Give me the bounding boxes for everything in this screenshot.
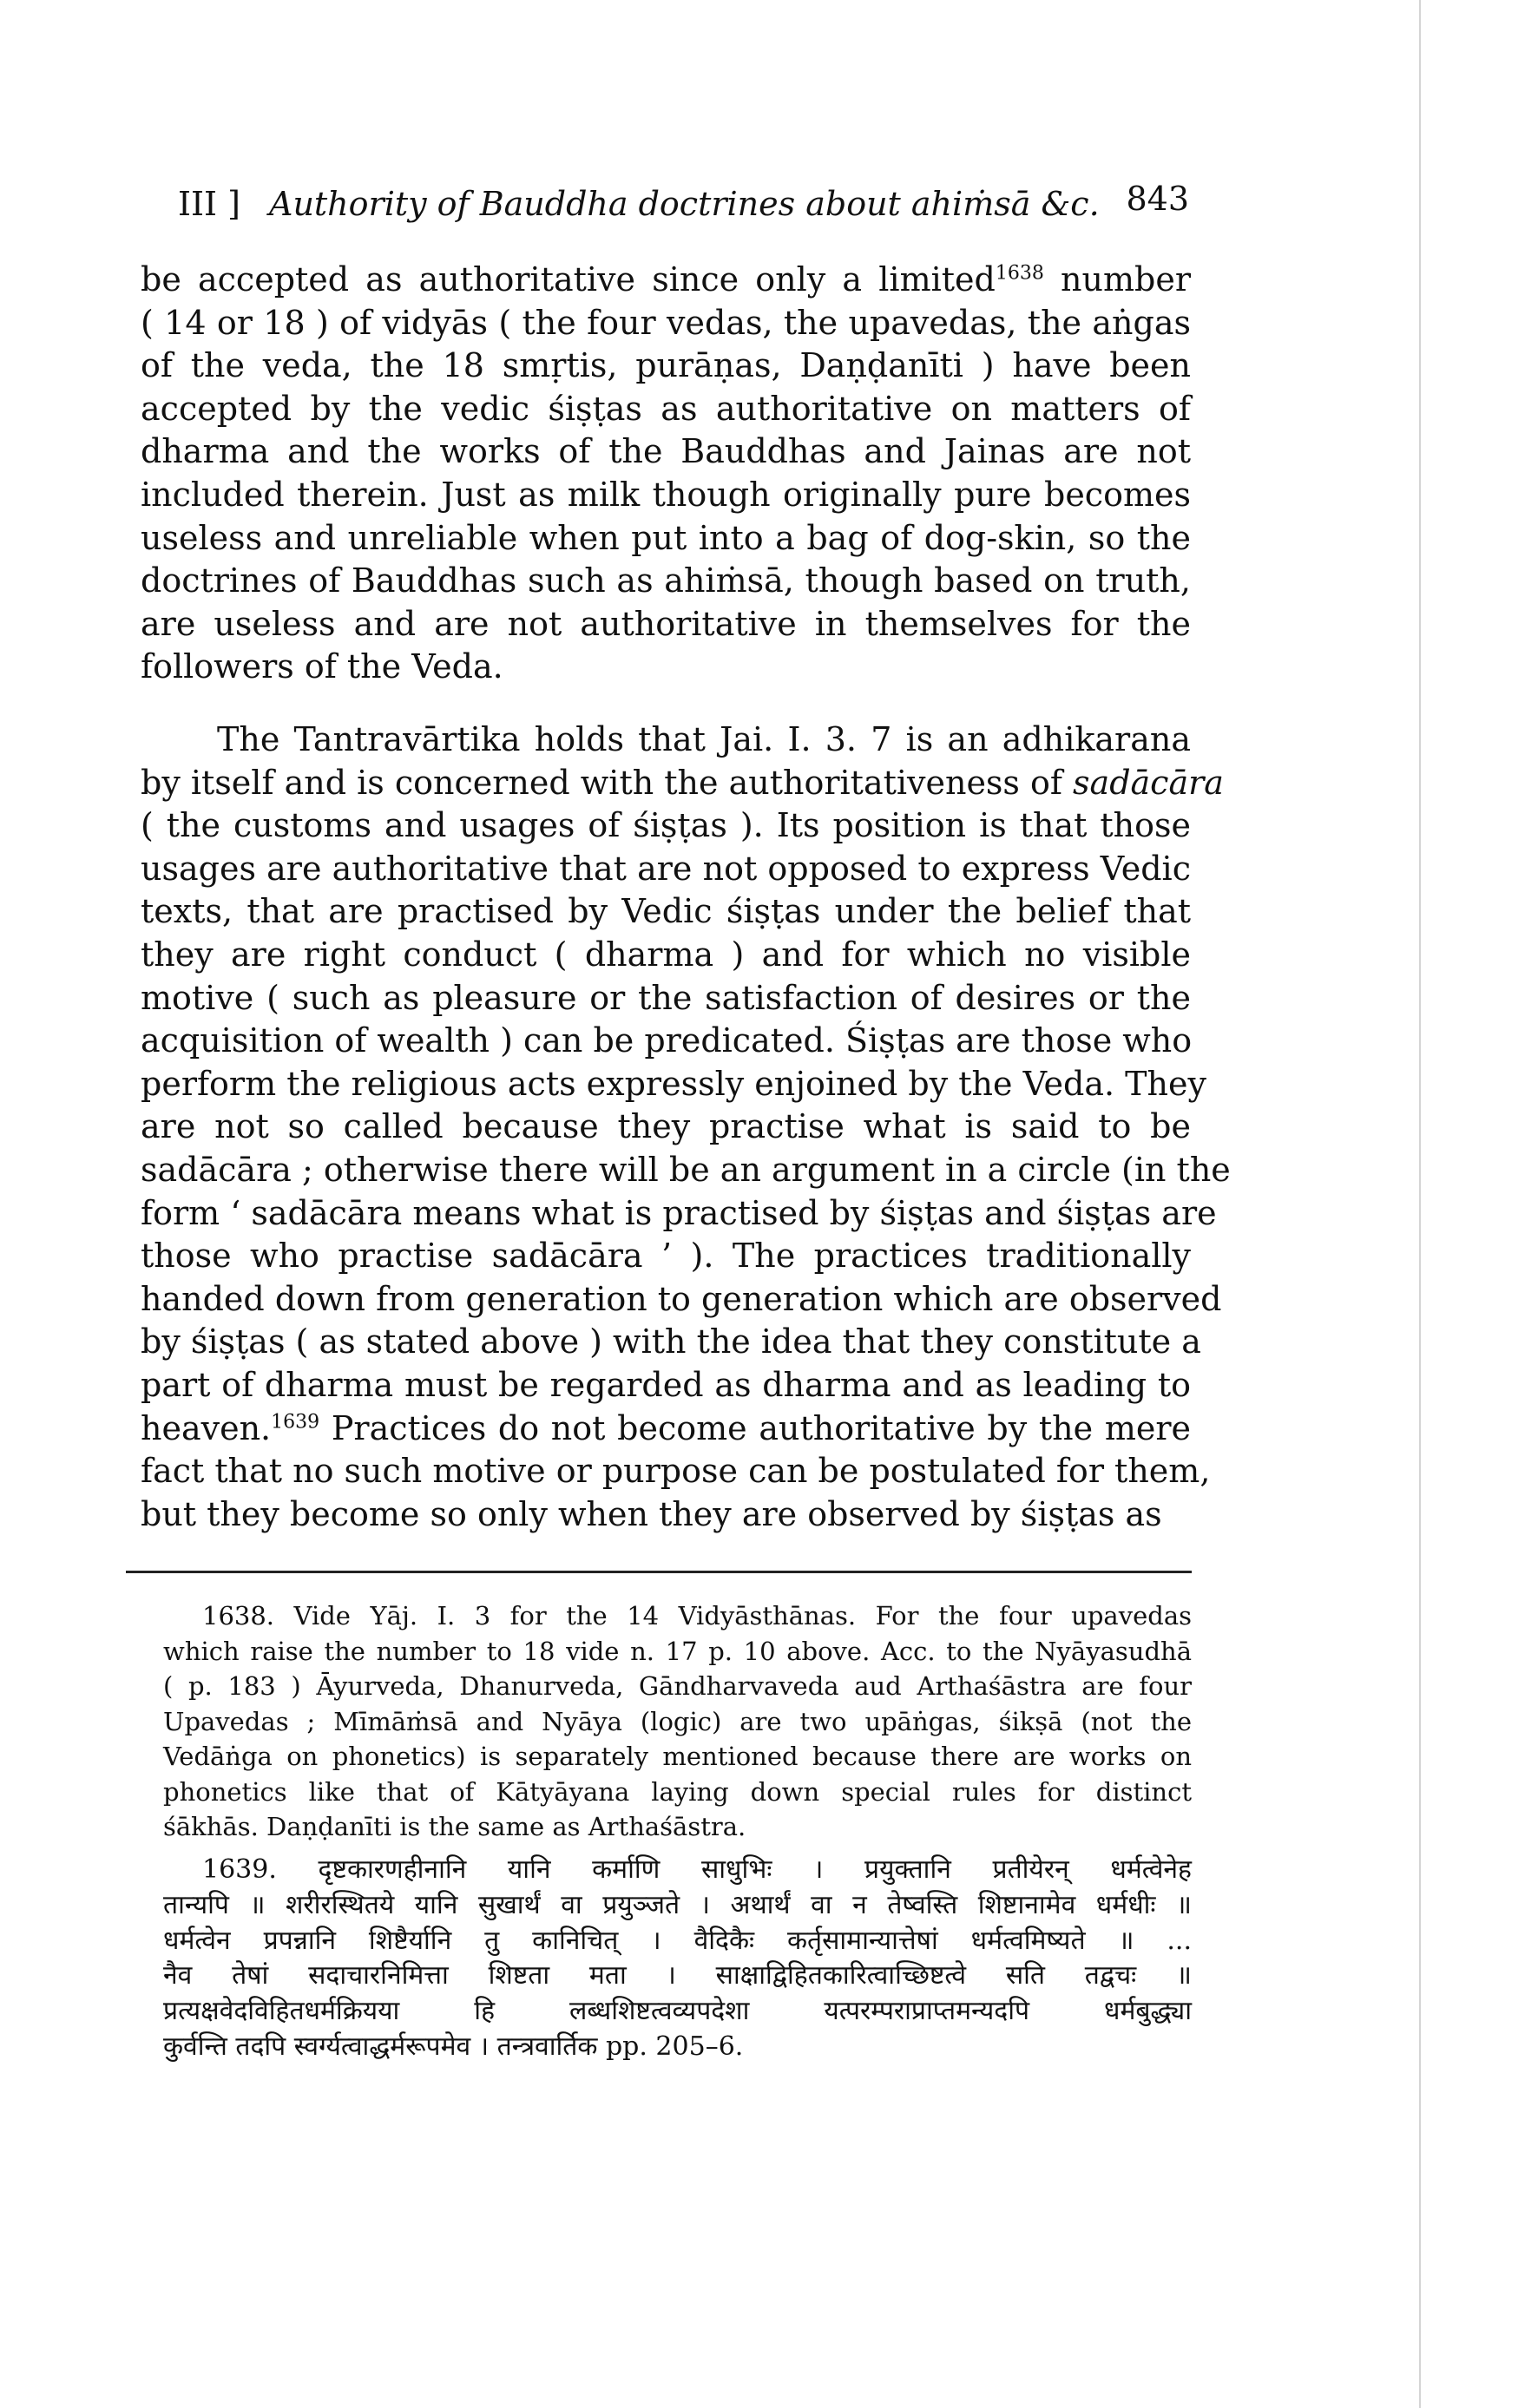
line-text: texts, that are practised by Vedic śiṣṭas under the belief that [141, 892, 1191, 931]
line-text: included therein. Just as milk though originally pure becomes [141, 475, 1191, 514]
line-text: motive ( such as pleasure or the satisfaction of desires or the [141, 978, 1191, 1017]
footnote-line: तान्यपि ॥ शरीरस्थितये यानि सुखार्थं वा प्रयुञ्जते । अथार्थं वा न तेष्वस्ति शिष्टानामेव धर्मधीः ॥ [163, 1889, 1192, 1920]
text-line [141, 1149, 1231, 1192]
text-line [141, 1192, 1217, 1236]
text-line [141, 718, 1191, 762]
line-text: dharma and the works of the Bauddhas and Jainas are not [141, 432, 1191, 471]
line-text: The Tantravārtika holds that Jai. I. 3. 7 is an adhikarana [217, 720, 1191, 758]
text-line [141, 1106, 1191, 1149]
line-text: number [1043, 260, 1191, 299]
text-line [141, 1493, 1191, 1537]
footnote-line: धर्मत्वेन प्रपन्नानि शिष्टैर्यानि तु कानिचित् । वैदिकैः कर्तृसामान्यात्तेषां धर्मत्वमिष्यते ॥ ... [163, 1925, 1192, 1956]
footnote-line: Vedāṅga on phonetics) is separately mentioned because there are works on [163, 1742, 1192, 1771]
line-text: usages are authoritative that are not opposed to express Vedic [141, 849, 1191, 888]
footnote-rule [126, 1571, 1192, 1573]
footnote-line: which raise the number to 18 vide n. 17 p. 10 above. Acc. to the Nyāyasudhā [163, 1636, 1192, 1666]
text-line [141, 388, 1191, 431]
text-line [141, 603, 1191, 646]
page-number: 843 [1126, 180, 1189, 218]
text-line [141, 804, 1191, 848]
text-line [141, 430, 1191, 474]
text-line [141, 934, 1191, 977]
italic-term: sadācāra [1073, 763, 1224, 802]
line-text: accepted by the vedic śiṣṭas as authoritative on matters of [141, 389, 1191, 428]
text-line [141, 1278, 1222, 1322]
footnote-1639 [163, 1853, 1192, 2065]
text-line [141, 1020, 1191, 1063]
page-edge-line [1419, 0, 1421, 2408]
footnote-line: Upavedas ; Mīmāṁsā and Nyāya (logic) are two upāṅgas, śikṣā (not the [163, 1706, 1192, 1736]
text-line [141, 1321, 1201, 1364]
footnote-line: śākhās. Daṇḍanīti is the same as Arthaśāstra. [163, 1812, 746, 1841]
body-paragraph-1 [141, 259, 1191, 689]
text-line [141, 517, 1191, 561]
line-text: handed down from generation to generation which are observed [141, 1279, 1222, 1318]
text-line [141, 1450, 1211, 1493]
footnote-ref: 1639 [271, 1410, 320, 1433]
text-line [141, 890, 1191, 934]
running-header [178, 178, 1189, 239]
footnote-line: कुर्वन्ति तदपि स्वर्ग्यत्वाद्धर्मरूपमेव । तन्त्रवार्तिक pp. 205–6. [163, 2031, 744, 2062]
chapter-marker: III ] [178, 185, 240, 223]
line-text: fact that no such motive or purpose can be postulated for them, [141, 1452, 1211, 1491]
line-text: useless and unreliable when put into a bag of dog-skin, so the [141, 518, 1191, 557]
line-text: of the veda, the 18 smṛtis, purāṇas, Daṇḍanīti ) have been [141, 346, 1191, 385]
line-text: part of dharma must be regarded as dharma and as leading to [141, 1365, 1191, 1404]
line-text: they are right conduct ( dharma ) and for which no visible [141, 935, 1191, 974]
line-text: but they become so only when they are observed by śiṣṭas as [141, 1494, 1162, 1533]
running-title: Authority of Bauddha doctrines about ahiṁsā &c. [269, 185, 1100, 223]
text-line [141, 344, 1191, 388]
line-text: ( 14 or 18 ) of vidyās ( the four vedas, the upavedas, the aṅgas [141, 303, 1191, 342]
line-text: perform the religious acts expressly enjoined by the Veda. They [141, 1064, 1206, 1103]
text-line [141, 977, 1191, 1020]
line-text: followers of the Veda. [141, 647, 503, 686]
footnote-1638 [163, 1598, 1192, 1845]
line-text: are useless and are not authoritative in themselves for the [141, 604, 1191, 643]
body-paragraph-2 [141, 718, 1231, 1536]
text-line [141, 1364, 1191, 1407]
line-text: ( the customs and usages of śiṣṭas ). Its position is that those [141, 806, 1191, 845]
text-line [141, 1235, 1191, 1278]
line-text: form ‘ sadācāra means what is practised by śiṣṭas and śiṣṭas are [141, 1193, 1217, 1232]
line-text: be accepted as authoritative since only a limited [141, 260, 996, 299]
line-text: are not so called because they practise what is said to be [141, 1107, 1191, 1146]
text-line [141, 762, 1224, 805]
line-text: acquisition of wealth ) can be predicated. Śiṣṭas are those who [141, 1021, 1193, 1060]
line-text: those who practise sadācāra ’ ). The practices traditionally [141, 1237, 1191, 1276]
text-line [141, 560, 1191, 603]
text-line [141, 259, 1191, 302]
footnote-ref: 1638 [995, 262, 1044, 285]
footnote-line: प्रत्यक्षवेदविहितधर्मक्रियया हि लब्धशिष्टत्वव्यपदेशा यत्परम्पराप्राप्तमन्यदपि धर्मबुद्ध्या [163, 1996, 1192, 2027]
text-line [141, 848, 1191, 891]
line-text: sadācāra ; otherwise there will be an argument in a circle (in the [141, 1150, 1231, 1189]
line-text: by itself and is concerned with the authoritativeness of [141, 763, 1074, 802]
text-line [141, 1063, 1206, 1106]
text-line [141, 1407, 1191, 1451]
footnote-line: नैव तेषां सदाचारनिमित्ता शिष्टता मता । साक्षाद्विहितकारित्वाच्छिष्टत्वे सति तद्वचः ॥ [163, 1960, 1192, 1991]
line-text: heaven. [141, 1408, 272, 1447]
line-text: doctrines of Bauddhas such as ahiṁsā, though based on truth, [141, 561, 1191, 600]
text-line [141, 302, 1191, 345]
line-text: by śiṣṭas ( as stated above ) with the idea that they constitute a [141, 1322, 1201, 1361]
footnote-line: 1638. Vide Yāj. I. 3 for the 14 Vidyāsthānas. For the four upavedas [202, 1601, 1192, 1630]
footnote-line: ( p. 183 ) Āyurveda, Dhanurveda, Gāndharvaveda aud Arthaśāstra are four [163, 1671, 1192, 1701]
text-line [141, 474, 1191, 517]
footnote-line: 1639. दृष्टकारणहीनानि यानि कर्माणि साधुभिः । प्रयुक्तानि प्रतीयेरन् धर्मत्वेनेह [202, 1854, 1192, 1885]
footnote-line: phonetics like that of Kātyāyana laying down special rules for distinct [163, 1776, 1192, 1807]
text-line [141, 646, 1191, 689]
line-text: Practices do not become authoritative by the mere [319, 1408, 1191, 1447]
